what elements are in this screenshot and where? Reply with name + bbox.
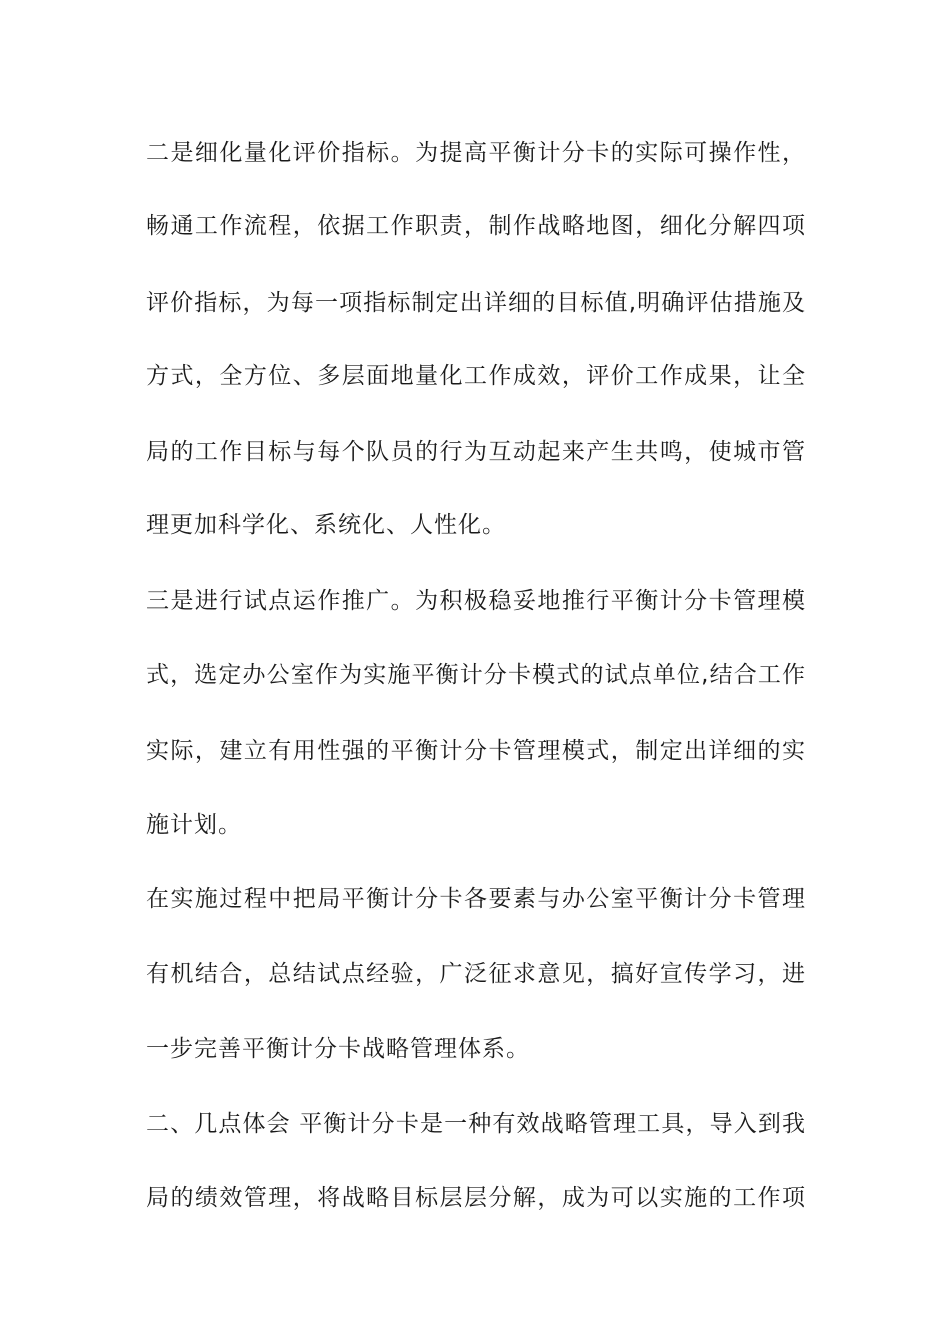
text-line: 三是进行试点运作推广。为积极稳妥地推行平衡计分卡管理模 [146, 588, 806, 614]
text-line: 二、几点体会 平衡计分卡是一种有效战略管理工具，导入到我 [146, 1111, 806, 1137]
text-line: 局的工作目标与每个队员的行为互动起来产生共鸣，使城市管 [146, 439, 806, 465]
text-line: 局的绩效管理，将战略目标层层分解，成为可以实施的工作项 [146, 1185, 806, 1211]
text-line: 式，选定办公室作为实施平衡计分卡模式的试点单位,结合工作 [146, 662, 806, 688]
text-line: 实际，建立有用性强的平衡计分卡管理模式，制定出详细的实 [146, 738, 806, 764]
text-line: 方式，全方位、多层面地量化工作成效，评价工作成果，让全 [146, 363, 806, 389]
text-line: 施计划。 [146, 812, 242, 838]
text-line: 在实施过程中把局平衡计分卡各要素与办公室平衡计分卡管理 [146, 886, 806, 912]
text-line: 有机结合，总结试点经验，广泛征求意见，搞好宣传学习，进 [146, 961, 806, 987]
text-line: 二是细化量化评价指标。为提高平衡计分卡的实际可操作性， [146, 140, 806, 166]
text-line: 理更加科学化、系统化、人性化。 [146, 512, 506, 538]
text-line: 一步完善平衡计分卡战略管理体系。 [146, 1036, 530, 1062]
text-line: 评价指标，为每一项指标制定出详细的目标值,明确评估措施及 [146, 290, 806, 316]
text-line: 畅通工作流程，依据工作职责，制作战略地图，细化分解四项 [146, 213, 806, 239]
